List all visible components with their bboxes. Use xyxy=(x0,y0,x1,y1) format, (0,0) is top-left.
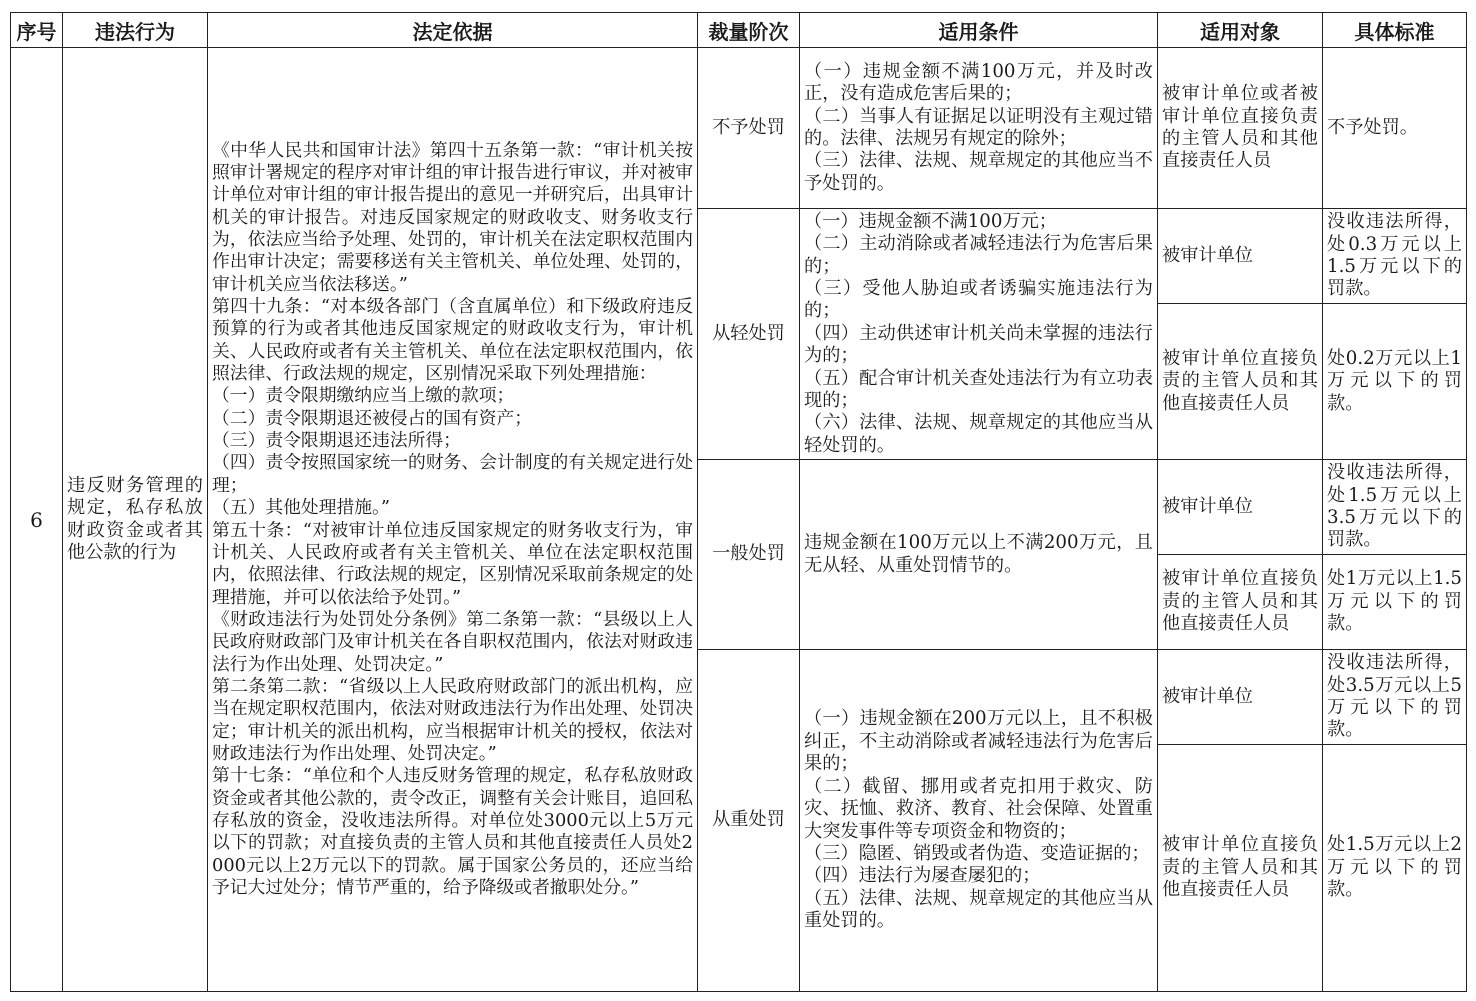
condition-cell: 违规金额在100万元以上不满200万元，且无从轻、从重处罚情节的。 xyxy=(800,460,1158,650)
level-cell: 不予处罚 xyxy=(698,48,800,209)
header-legal-basis: 法定依据 xyxy=(208,13,698,48)
object-cell: 被审计单位或者被审计单位直接负责的主管人员和其他直接责任人员 xyxy=(1158,48,1323,209)
row-number: 6 xyxy=(11,48,63,992)
violation-cell: 违反财务管理的规定，私存私放财政资金或者其他公款的行为 xyxy=(63,48,208,992)
condition-cell: （一）违规金额不满100万元； （二）主动消除或者减轻违法行为危害后果的； （三）受他人胁迫或者诱骗实施违法行为的； （四）主动供述审计机关尚未掌握的违法行为的； （五）配合审计机关查处违法行为有立功表现的； （六）法律、法规、规章规定的其他应当从轻处罚的。 xyxy=(800,209,1158,460)
standard-cell: 不予处罚。 xyxy=(1323,48,1467,209)
object-cell: 被审计单位直接负责的主管人员和其他直接责任人员 xyxy=(1158,555,1323,650)
object-cell: 被审计单位 xyxy=(1158,650,1323,745)
header-condition: 适用条件 xyxy=(800,13,1158,48)
header-row xyxy=(11,13,1467,48)
standard-cell: 没收违法所得，处0.3万元以上1.5万元以下的罚款。 xyxy=(1323,209,1467,304)
level-cell: 从轻处罚 xyxy=(698,209,800,460)
object-cell: 被审计单位直接负责的主管人员和其他直接责任人员 xyxy=(1158,745,1323,992)
table-row xyxy=(11,48,1467,209)
standard-cell: 处1.5万元以上2万元以下的罚款。 xyxy=(1323,745,1467,992)
level-cell: 一般处罚 xyxy=(698,460,800,650)
standard-cell: 处0.2万元以上1万元以下的罚款。 xyxy=(1323,304,1467,460)
standard-cell: 处1万元以上1.5万元以下的罚款。 xyxy=(1323,555,1467,650)
standard-cell: 没收违法所得，处3.5万元以上5万元以下的罚款。 xyxy=(1323,650,1467,745)
header-number: 序号 xyxy=(11,13,63,48)
penalty-discretion-table xyxy=(10,12,1467,992)
condition-cell: （一）违规金额在200万元以上，且不积极纠正，不主动消除或者减轻违法行为危害后果的； （二）截留、挪用或者克扣用于救灾、防灾、抚恤、救济、教育、社会保障、处置重大突发事件等专项资金和物资的； （三）隐匿、销毁或者伪造、变造证据的； （四）违法行为屡查屡犯的； （五）法律、法规、规章规定的其他应当从重处罚的。 xyxy=(800,650,1158,992)
object-cell: 被审计单位 xyxy=(1158,460,1323,555)
object-cell: 被审计单位直接负责的主管人员和其他直接责任人员 xyxy=(1158,304,1323,460)
level-cell: 从重处罚 xyxy=(698,650,800,992)
object-cell: 被审计单位 xyxy=(1158,209,1323,304)
header-level: 裁量阶次 xyxy=(698,13,800,48)
legal-basis-cell: 《中华人民共和国审计法》第四十五条第一款：“审计机关按照审计署规定的程序对审计组的审计报告进行审议，并对被审计单位对审计组的审计报告提出的意见一并研究后，出具审计机关的审计报告。对违反国家规定的财政收支、财务收支行为，依法应当给予处理、处罚的，审计机关在法定职权范围内作出审计决定；需要移送有关主管机关、单位处理、处罚的，审计机关应当依法移送。” 第四十九条：“对本级各部门（含直属单位）和下级政府违反预算的行为或者其他违反国家规定的财政收支行为，审计机关、人民政府或者有关主管机关、单位在法定职权范围内，依照法律、行政法规的规定，区别情况采取下列处理措施： （一）责令限期缴纳应当上缴的款项； （二）责令限期退还被侵占的国有资产； （三）责令限期退还违法所得； （四）责令按照国家统一的财务、会计制度的有关规定进行处理； （五）其他处理措施。” 第五十条：“对被审计单位违反国家规定的财务收支行为，审计机关、人民政府或者有关主管机关、单位在法定职权范围内，依照法律、行政法规的规定，区别情况采取前条规定的处理措施，并可以依法给予处罚。” 《财政违法行为处罚处分条例》第二条第一款：“县级以上人民政府财政部门及审计机关在各自职权范围内，依法对财政违法行为作出处理、处罚决定。” 第二条第二款：“省级以上人民政府财政部门的派出机构，应当在规定职权范围内，依法对财政违法行为作出处理、处罚决定；审计机关的派出机构，应当根据审计机关的授权，依法对财政违法行为作出处理、处罚决定。” 第十七条：“单位和个人违反财务管理的规定，私存私放财政资金或者其他公款的，责令改正，调整有关会计账目，追回私存私放的资金，没收违法所得。对单位处3000元以上5万元以下的罚款；对直接负责的主管人员和其他直接责任人员处2000元以上2万元以下的罚款。属于国家公务员的，还应当给予记大过处分；情节严重的，给予降级或者撤职处分。” xyxy=(208,48,698,992)
header-violation: 违法行为 xyxy=(63,13,208,48)
condition-cell: （一）违规金额不满100万元，并及时改正，没有造成危害后果的； （二）当事人有证据足以证明没有主观过错的。法律、法规另有规定的除外； （三）法律、法规、规章规定的其他应当不予处罚的。 xyxy=(800,48,1158,209)
header-standard: 具体标准 xyxy=(1323,13,1467,48)
header-object: 适用对象 xyxy=(1158,13,1323,48)
standard-cell: 没收违法所得，处1.5万元以上3.5万元以下的罚款。 xyxy=(1323,460,1467,555)
